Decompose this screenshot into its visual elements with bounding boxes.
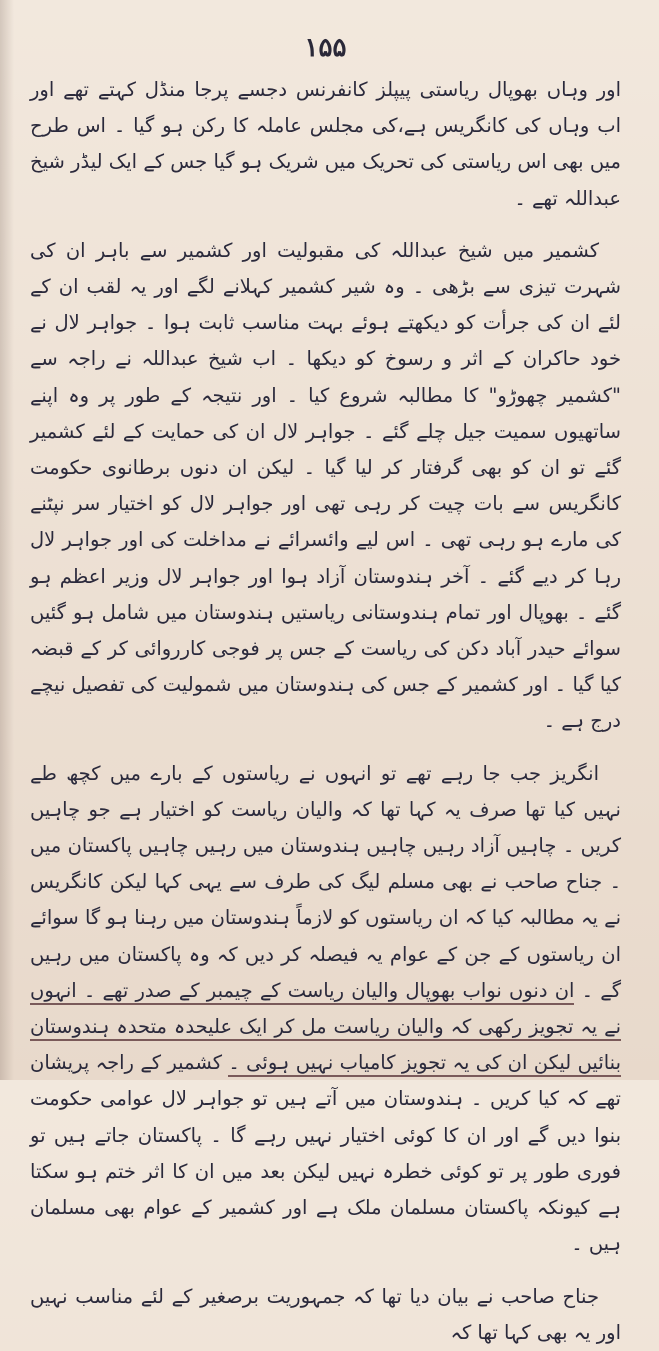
page-edge-shadow <box>0 0 14 1080</box>
page-number: ۱۵۵ <box>304 33 347 63</box>
body-text <box>30 72 621 1351</box>
underlined-passage: ان دنوں نواب بھوپال والیان ریاست کے چیمبر کے صدر تھے ۔ انہوں نے یہ تجویز رکھی کہ والیان ریاست مل کر ایک علیحدہ متحدہ ہندوستان بنائیں لیکن ان کی یہ تجویز کامیاب نہیں ہوئی ۔ <box>30 979 621 1077</box>
paragraph-3-text-after: کشمیر کے راجہ پریشان تھے کہ کیا کریں ۔ ہندوستان میں آتے ہیں تو جواہر لال عوامی حکومت بنوا دیں گے اور ان کا کوئی اختیار نہیں رہے گا ۔ پاکستان جاتے ہیں تو فوری طور پر تو کوئی خطرہ نہیں لیکن بعد میں ان کا اثر ختم ہو سکتا ہے کیونکہ پاکستان مسلمان ملک ہے اور کشمیر کے عوام بھی مسلمان ہیں ۔ <box>30 1051 621 1256</box>
paragraph-3-text-before: انگریز جب جا رہے تھے تو انہوں نے ریاستوں کے بارے میں کچھ طے نہیں کیا تھا صرف یہ کہا تھا کہ والیان ریاست کو اختیار ہے جو چاہیں کریں ۔ چاہیں آزاد رہیں چاہیں ہندوستان میں رہیں چاہیں پاکستان میں ۔ جناح صاحب نے بھی مسلم لیگ کی طرف سے یہی کہا لیکن کانگریس نے یہ مطالبہ کیا کہ ان ریاستوں کو لازماً ہندوستان میں رہنا ہو گا سوائے ان ریاستوں کے جن کے عوام یہ فیصلہ کر دیں کہ وہ پاکستان میں رہیں گے ۔ <box>30 761 621 1002</box>
paragraph-4: جناح صاحب نے بیان دیا تھا کہ جمہوریت برصغیر کے لئے مناسب نہیں اور یہ بھی کہا تھا کہ <box>30 1284 621 1344</box>
paragraph-1: اور وہاں بھوپال ریاستی پیپلز کانفرنس دجسے پرجا منڈل کہتے تھے اور اب وہاں کی کانگریس ہے،کی مجلس عاملہ کا رکن ہو گیا ۔ اس طرح میں بھی اس ریاستی کی تحریک میں شریک ہو گیا جس کے ایک لیڈر شیخ عبداللہ تھے ۔ <box>30 78 621 210</box>
paragraph-3 <box>30 756 621 1263</box>
paragraph-2: کشمیر میں شیخ عبداللہ کی مقبولیت اور کشمیر سے باہر ان کی شہرت تیزی سے بڑھی ۔ وہ شیر کشمیر کہلانے لگے اور یہ لقب ان کے لئے ان کی جرأت کو دیکھتے ہوئے بہت مناسب ثابت ہوا ۔ جواہر لال نے خود حاکران کے اثر و رسوخ کو دیکھا ۔ اب شیخ عبداللہ نے راجہ سے "کشمیر چھوڑو" کا مطالبہ شروع کیا ۔ اور نتیجہ کے طور پر وہ اپنے ساتھیوں سمیت جیل چلے گئے ۔ جواہر لال ان کی حمایت کے لئے کشمیر گئے تو ان کو بھی گرفتار کر لیا گیا ۔ لیکن ان دنوں برطانوی حکومت کانگریس سے بات چیت کر رہی تھی اور جواہر لال کو اختیار سر نپٹنے کی مارے ہو رہی تھی ۔ اس لیے وائسرائے نے مداخلت کی اور جواہر لال رہا کر دیے گئے ۔ آخر ہندوستان آزاد ہوا اور جواہر لال وزیر اعظم ہو گئے ۔ بھوپال اور تمام ہندوستانی ریاستیں ہندوستان میں شامل ہو گئیں سوائے حیدر آباد دکن کی ریاست کے جس پر فوجی کارروائی کر کے قبضہ کیا گیا ۔ اور کشمیر کے جس کی ہندوستان میں شمولیت کی تفصیل نیچے درج ہے ۔ <box>30 238 621 733</box>
